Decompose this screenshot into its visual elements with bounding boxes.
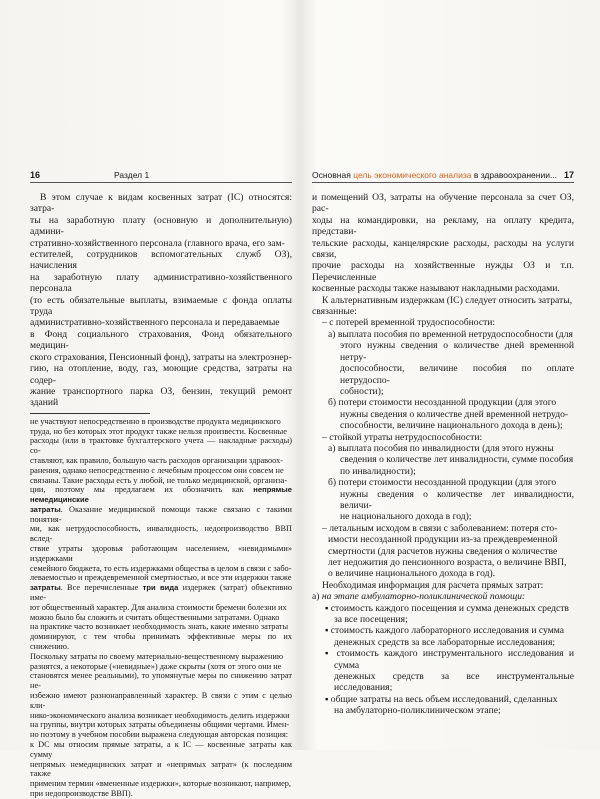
footnote-line: ранения, однако непосредственно с лечебным процессом они совсем не xyxy=(30,465,284,475)
chapter-title-part: в здравоохранении... xyxy=(471,170,558,180)
text-line: косвенные расходы также называют накладными расходами. xyxy=(312,283,560,295)
list-subitem: этого нужны сведения о количестве дней временной нетру- xyxy=(340,340,574,363)
footnote-line xyxy=(30,583,292,603)
footnote-line: на группы, внутри которых затраты объединены общими чертами. Имен- xyxy=(30,720,290,730)
chapter-title xyxy=(312,170,560,180)
footnote-line: ми, как нетрудоспособность, инвалидность, недопроизводство ВВП вслед- xyxy=(30,524,292,544)
list-subitem: нужны сведения о количестве дней временной нетрудо- xyxy=(340,408,569,420)
footnote xyxy=(30,417,292,799)
footnote-line: применим термин «вмененные издержки», которые возникают, например, xyxy=(30,779,291,789)
list-subitem: а) выплата пособия по инвалидности (для этого нужны xyxy=(328,442,554,454)
footnote-line: но поэтому в учебном пособии выражена следующая авторская позиция: xyxy=(30,730,289,740)
text-line: естителей, сотрудников вспомогательных служб ОЗ), начисления xyxy=(30,249,292,272)
footnote-line: связаны. Такие расходы есть у любой, не только медицинской, организа- xyxy=(30,475,288,485)
text-line: и помещений ОЗ, затраты на обучение персонала за счет ОЗ, рас- xyxy=(312,192,574,215)
text-line: административно-хозяйственного персонала и передаваемые xyxy=(30,317,280,329)
list-item: лет недожития до пенсионного возраста, о величине ВВП, xyxy=(328,557,567,568)
bullet-item: на амбулаторно-поликлиническом этапе; xyxy=(334,705,501,717)
list-subitem: б) потери стоимости несозданной продукции (для этого xyxy=(328,397,557,409)
page-number-right: 17 xyxy=(563,170,574,180)
footnote-text: ции, поэтому мы предлагаем их обозначить как xyxy=(30,485,254,495)
text-line: В этом случае к видам косвенных затрат (IC) относятся: затра- xyxy=(30,192,292,215)
bold-term: затраты xyxy=(30,504,61,514)
footnote-line: Поскольку затраты по своему материально-вещественному выражению xyxy=(30,651,284,661)
running-header-left xyxy=(30,170,292,183)
footnote-line: расходы (или в трактовке бухгалтерского учета — накладные расходы) со- xyxy=(30,436,292,456)
bold-term: непрямые немедицинские xyxy=(30,485,292,505)
footnote-line: нико-экономического анализа возникает необходимость делить издержки xyxy=(30,710,290,720)
text-line: в Фонд социального страхования, Фонд обязательного медицин- xyxy=(30,328,292,352)
text-line: ты на заработную плату (основную и дополнительную) админи- xyxy=(30,214,292,238)
text-line: гию, на отопление, воду, газ, моющие средства, затраты на содер- xyxy=(30,363,292,386)
footnote-line: ют общественный характер. Для анализа стоимости бремени болезни их xyxy=(30,602,287,612)
footnote-line: разнятся, а некоторые («невидные») даже скрыты (хотя от этого они не xyxy=(30,661,282,671)
section-label: Раздел 1 xyxy=(114,170,150,180)
bold-term: затраты xyxy=(30,583,61,593)
page-number-left: 16 xyxy=(30,170,41,180)
bold-term: три вида xyxy=(142,583,179,593)
bullet-item: ▪ стоимость каждого инструментального исследования и сумма xyxy=(325,648,574,671)
list-item: смертности (для расчетов нужны сведения о количестве xyxy=(328,545,558,557)
footnote-line: на практике часто возникает необходимость знать, какие именно затраты xyxy=(30,622,289,632)
footnote-line: ставляют, как правило, большую часть расходов организации здравоох- xyxy=(30,455,284,465)
bullet-item: ▪ стоимость каждого лабораторного исследования и сумма xyxy=(325,625,565,637)
list-subitem: доспособности, величине пособия по оплате нетрудоспо- xyxy=(340,363,574,386)
footnote-line xyxy=(30,485,292,505)
footnote-text: . Все перечисленные xyxy=(60,583,143,593)
bullet-item: ▪ стоимость каждого посещения и сумма денежных средств xyxy=(325,602,569,614)
text-line: стративно-хозяйственного персонала (главного врача, его зам- xyxy=(30,237,285,249)
bullet-item: денежных средств за все инструментальные исследования; xyxy=(334,671,574,694)
footnote-line: ствие утраты здоровья работающим населением, «невидимыми» издержками xyxy=(30,544,292,563)
list-item: – стойкой утраты нетрудоспособности: xyxy=(322,431,483,443)
list-item: о величине национального дохода в год). xyxy=(328,568,496,580)
footnote-line: к DC мы относим прямые затраты, а к IC — косвенные затраты как сумму xyxy=(30,740,292,759)
left-page xyxy=(30,170,292,798)
footnote-line: доминируют, с тем чтобы принимать эффективные меры по их снижению. xyxy=(30,632,292,652)
chapter-title-part: Основная xyxy=(312,170,354,180)
list-subitem: способности, величине национального дохода в день); xyxy=(340,420,563,432)
text-line: ходы на командировки, на рекламу, на оплату кредита, представи- xyxy=(312,214,574,238)
footnote-text: издержек (затрат) объективно име- xyxy=(30,583,292,603)
footnote-line: можно было бы сложить и считать общественными затратами. Однако xyxy=(30,612,280,622)
list-subitem: а) выплата пособия по временной нетрудоспособности (для xyxy=(328,328,573,340)
chapter-title-highlight: цель экономического анализа xyxy=(353,170,472,180)
text-line: (то есть обязательные выплаты, взимаемые с фонда оплаты труда xyxy=(30,294,292,318)
list-subitem: нужны сведения о количестве лет инвалидности, величи- xyxy=(340,488,574,511)
left-body-text xyxy=(30,192,292,409)
footnote-line: леваемостью и преждевременной смертностью, и все эти издержки также xyxy=(30,573,292,583)
running-header-right xyxy=(312,170,574,183)
bullet-item: ▪ общие затраты на весь объем исследований, сделанных xyxy=(325,693,558,705)
text-line: Необходимая информация для расчета прямых затрат: xyxy=(322,579,544,591)
right-body-text xyxy=(312,192,574,717)
list-item: имости несозданной продукции из-за преждевременной xyxy=(328,534,558,546)
footnote-line: непрямых немедицинских затрат и «непрямых затрат» (к последним также xyxy=(30,759,292,779)
text-line: прочие расходы на хозяйственные нужды ОЗ и т.п. Перечисленные xyxy=(312,260,574,283)
footnote-line: труда, но без которых этот продукт также нельзя произвести. Косвенные xyxy=(30,426,287,436)
text-line: ского страхования, Пенсионный фонд), затраты на электроэнер- xyxy=(30,351,292,363)
footnote-line: при недопроизводстве ВВП). xyxy=(30,789,133,798)
list-subitem: сведения о количестве лет инвалидности, сумме пособия xyxy=(340,454,574,466)
list-subitem: б) потери стоимости несозданной продукции (для этого xyxy=(328,477,557,489)
list-subitem: по инвалидности); xyxy=(340,465,416,477)
list-subitem: собности); xyxy=(340,385,384,397)
list-item: – летальным исходом в связи с заболеванием: потеря сто- xyxy=(322,522,558,534)
footnote-line: не участвуют непосредственно в производстве продукта медицинского xyxy=(30,416,281,426)
footnote-divider xyxy=(30,413,150,414)
list-subitem: не национального дохода в год); xyxy=(340,511,472,523)
text-line xyxy=(312,591,574,602)
footnote-text: . Оказание медицинской помощи также связано с такими понятия- xyxy=(30,504,292,524)
bullet-item: денежных средств за все лабораторные исследования; xyxy=(334,636,556,648)
italic-heading: на этапе амбулаторно-поликлинической помощи: xyxy=(321,591,526,603)
bullet-item: за все посещения; xyxy=(334,614,408,626)
footnote-line xyxy=(30,505,292,525)
text-line: К альтернативным издержкам (IC) следует относить затраты, xyxy=(322,294,573,306)
text-line: тельские расходы, канцелярские расходы, расходы на услуги связи, xyxy=(312,237,574,261)
footnote-line: становятся менее реальными), то упомянутые меры по снижению затрат не- xyxy=(30,671,292,691)
right-page xyxy=(312,170,574,730)
footnote-line: избежно имеют разнонаправленный характер. В связи с этим с целью кли- xyxy=(30,691,292,710)
text-line: на заработную плату административно-хозяйственного персонала xyxy=(30,271,292,295)
list-marker: а) xyxy=(312,591,322,603)
list-item: – с потерей временной трудоспособности: xyxy=(322,317,496,329)
text-line: жание транспортного парка ОЗ, бензин, текущий ремонт зданий xyxy=(30,385,292,409)
text-line: связанные: xyxy=(312,306,357,318)
footnote-line: семейного бюджета, то есть издержками общества в целом в связи с забо- xyxy=(30,563,292,573)
